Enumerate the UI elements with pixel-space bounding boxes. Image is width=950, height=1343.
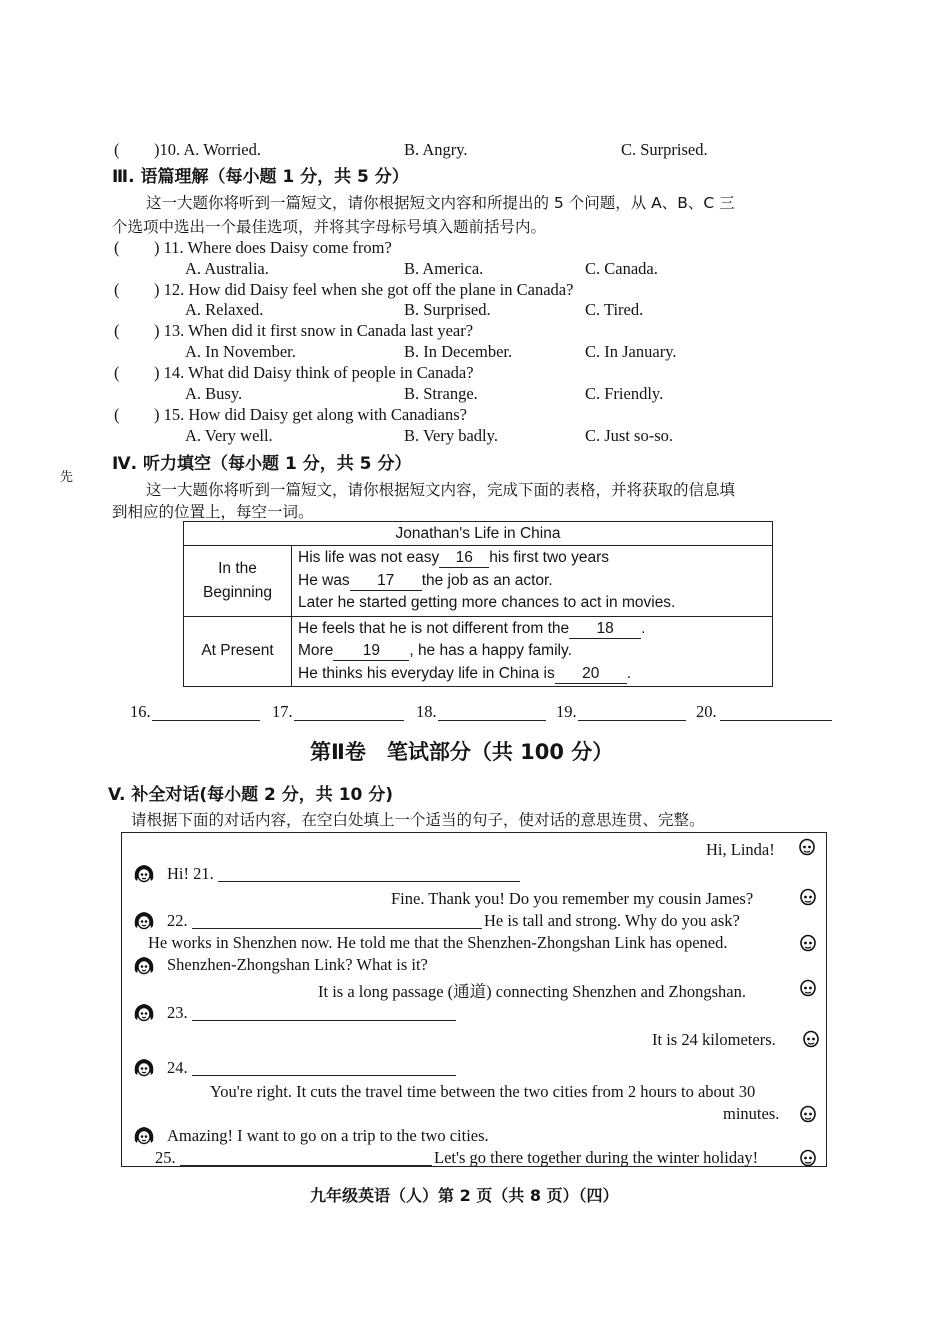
section-4-instruction-line1: 这一大题你将听到一篇短文，请你根据短文内容，完成下面的表格，并将获取的信息填 [146, 481, 736, 499]
option-b: B. Very badly. [404, 426, 498, 445]
dialogue-line-14-number: 25. [155, 1148, 176, 1167]
boy-face-icon [797, 886, 819, 906]
section-3-instruction-line2: 个选项中选出一个最佳选项，并将其字母标号填入题前括号内。 [112, 218, 547, 236]
page-footer: 九年级英语（人）第 2 页（共 8 页）（四） [310, 1186, 619, 1205]
option-c: C. In January. [585, 342, 677, 361]
option-c: C. Friendly. [585, 384, 664, 403]
boy-face-icon [797, 1103, 819, 1123]
question-text: ) 15. How did Daisy get along with Canadians? [154, 405, 467, 424]
girl-face-icon [133, 1057, 155, 1077]
section-3-heading: Ⅲ. 语篇理解（每小题 1 分，共 5 分） [112, 167, 409, 187]
section-4-instruction-line2: 到相应的位置上，每空一词。 [112, 503, 314, 521]
text: His life was not easy [298, 549, 440, 566]
option-c: C. Canada. [585, 259, 658, 278]
text: He feels that he is not different from the [298, 619, 570, 637]
section-4-heading: Ⅳ. 听力填空（每小题 1 分，共 5 分） [112, 454, 412, 474]
row-content [292, 616, 773, 687]
answer-paren[interactable]: ( [114, 238, 120, 257]
dialogue-line-1: Hi, Linda! [706, 840, 775, 859]
answer-blank-20[interactable] [720, 706, 832, 721]
answer-paren[interactable]: ( [114, 321, 120, 340]
option-b: B. Surprised. [404, 300, 491, 319]
text: More [298, 642, 334, 659]
q10-paren: ( [114, 140, 120, 159]
row-label-line1: In the [218, 559, 257, 577]
dialogue-line-5: He works in Shenzhen now. He told me that the Shenzhen-Zhongshan Link has opened. [148, 933, 728, 952]
blank-24[interactable] [192, 1061, 456, 1076]
option-b: B. America. [404, 259, 484, 278]
blank-23[interactable] [192, 1006, 456, 1021]
question-text: ) 14. What did Daisy think of people in Canada? [154, 363, 474, 382]
boy-face-icon [796, 836, 818, 856]
text: , he has a happy family. [409, 642, 572, 659]
section-3-instruction-line1: 这一大题你将听到一篇短文，请你根据短文内容和所提出的 5 个问题，从 A、B、C 三 [146, 194, 735, 212]
option-b: B. In December. [404, 342, 513, 361]
boy-face-icon [797, 932, 819, 952]
row-label: At Present [184, 616, 292, 687]
q10-option-b: B. Angry. [404, 140, 468, 159]
text: . [641, 619, 646, 637]
option-a: A. Very well. [185, 426, 273, 445]
text: He thinks his everyday life in China is [298, 664, 555, 682]
q10-label: )10. A. Worried. [154, 140, 261, 159]
text: . [626, 664, 632, 682]
girl-face-icon [133, 863, 155, 883]
blank-16[interactable]: 16 [439, 549, 489, 568]
dialogue-line-13: Amazing! I want to go on a trip to the two cities. [167, 1126, 489, 1145]
row-content [292, 546, 773, 617]
dialogue-line-7: It is a long passage (通道) connecting Shenzhen and Zhongshan. [318, 982, 746, 1001]
blank-25[interactable] [180, 1151, 432, 1166]
answer-label-19: 19. [556, 702, 577, 721]
text: his first two years [489, 549, 610, 566]
dialogue-line-10-number: 24. [167, 1058, 188, 1077]
text: He was [298, 571, 350, 589]
table-title: Jonathan's Life in China [184, 522, 773, 546]
option-c: C. Just so-so. [585, 426, 674, 445]
girl-face-icon [133, 910, 155, 930]
dialogue-line-4: He is tall and strong. Why do you ask? [484, 911, 740, 930]
table-row [184, 616, 773, 687]
blank-18[interactable]: 18 [569, 620, 641, 639]
girl-face-icon [133, 955, 155, 975]
boy-face-icon [797, 977, 819, 997]
option-a: A. Busy. [185, 384, 243, 403]
dialogue-line-4-number: 22. [167, 911, 188, 930]
option-b: B. Strange. [404, 384, 478, 403]
question-text: ) 11. Where does Daisy come from? [154, 238, 392, 257]
boy-face-icon [800, 1028, 822, 1048]
section-5-instruction: 请根据下面的对话内容，在空白处填上一个适当的句子，使对话的意思连贯、完整。 [131, 811, 705, 829]
answer-label-17: 17. [272, 702, 293, 721]
dialogue-line-6: Shenzhen-Zhongshan Link? What is it? [167, 955, 428, 974]
row-label-line2: Beginning [203, 583, 272, 601]
blank-19[interactable]: 19 [333, 642, 409, 661]
dialogue-line-3: Fine. Thank you! Do you remember my cousin James? [391, 889, 754, 908]
option-a: A. Relaxed. [185, 300, 264, 319]
dialogue-line-8-number: 23. [167, 1003, 188, 1022]
question-text: ) 13. When did it first snow in Canada last year? [154, 321, 474, 340]
part-2-title: 第Ⅱ卷 笔试部分（共 100 分） [310, 740, 614, 764]
text: the job as an actor. [421, 571, 553, 589]
q10-option-c: C. Surprised. [621, 140, 708, 159]
blank-21[interactable] [218, 867, 520, 882]
dialogue-line-2: Hi! 21. [167, 864, 214, 883]
section-5-heading: V. 补全对话(每小题 2 分，共 10 分) [108, 785, 394, 805]
dialogue-line-14: Let's go there together during the winter holiday! [434, 1148, 759, 1167]
text: Later he started getting more chances to act in movies. [298, 594, 676, 611]
answer-label-16: 16. [130, 702, 151, 721]
option-c: C. Tired. [585, 300, 644, 319]
option-a: A. In November. [185, 342, 296, 361]
row-label [184, 546, 292, 617]
dialogue-line-9: It is 24 kilometers. [652, 1030, 776, 1049]
answer-blank-16[interactable] [152, 706, 260, 721]
answer-label-18: 18. [416, 702, 437, 721]
answer-paren[interactable]: ( [114, 363, 120, 382]
dialogue-line-11: You're right. It cuts the travel time between the two cities from 2 hours to about 30 [210, 1082, 756, 1101]
answer-blank-18[interactable] [438, 706, 546, 721]
dialogue-line-12: minutes. [723, 1104, 780, 1123]
answer-blank-19[interactable] [578, 706, 686, 721]
answer-blank-17[interactable] [294, 706, 404, 721]
girl-face-icon [133, 1002, 155, 1022]
answer-paren[interactable]: ( [114, 280, 120, 299]
table-row [184, 546, 773, 617]
answer-label-20: 20. [696, 702, 717, 721]
question-text: ) 12. How did Daisy feel when she got off the plane in Canada? [154, 280, 574, 299]
blank-20[interactable]: 20 [555, 665, 627, 684]
info-table [183, 521, 773, 687]
answer-paren[interactable]: ( [114, 405, 120, 424]
blank-17[interactable]: 17 [350, 572, 422, 591]
margin-mark: 先 [60, 470, 74, 485]
boy-face-icon [797, 1147, 819, 1167]
blank-22[interactable] [192, 914, 482, 929]
girl-face-icon [133, 1125, 155, 1145]
option-a: A. Australia. [185, 259, 269, 278]
